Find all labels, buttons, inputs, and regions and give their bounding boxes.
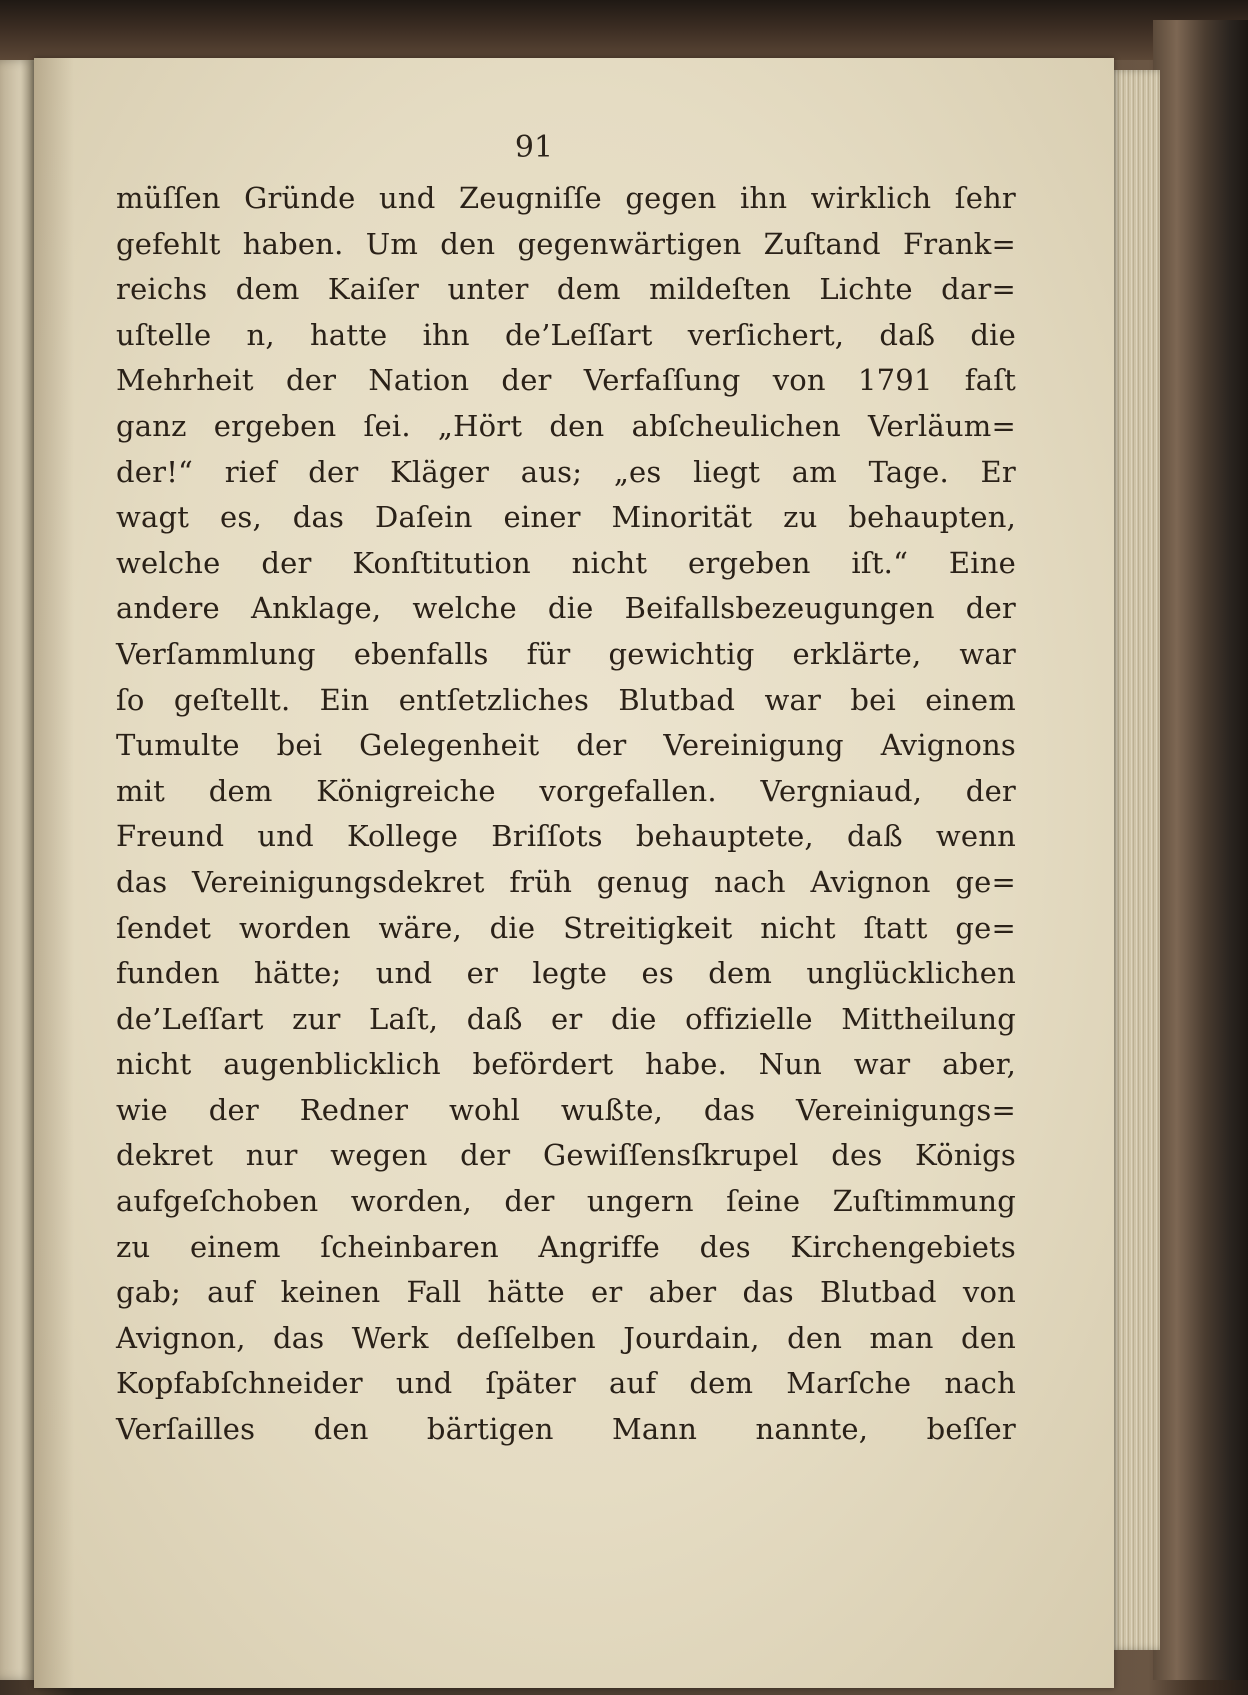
text-line: dekret nur wegen der Gewiſſensſkrupel des Königs bbox=[116, 1138, 1016, 1173]
text-line: funden hätte; und er legte es dem unglücklichen bbox=[116, 956, 1016, 991]
text-line: Freund und Kollege Briſſots behauptete, daß wenn bbox=[116, 819, 1016, 854]
book-cover-top-edge bbox=[0, 0, 1248, 60]
text-line: aufgeſchoben worden, der ungern ſeine Zuſtimmung bbox=[116, 1184, 1016, 1219]
text-line: uſtelle n, hatte ihn de’Leſſart verſichert, daß die bbox=[116, 317, 1016, 352]
text-line: Kopfabſchneider und ſpäter auf dem Marſche nach bbox=[116, 1366, 1016, 1401]
text-line: wagt es, das Daſein einer Minorität zu behaupten, bbox=[116, 500, 1016, 535]
text-line: Tumulte bei Gelegenheit der Vereinigung Avignons bbox=[116, 728, 1016, 763]
text-line: ſendet worden wäre, die Streitigkeit nicht ſtatt ge= bbox=[116, 910, 1016, 945]
text-line: Verſammlung ebenfalls für gewichtig erklärte, war bbox=[116, 636, 1016, 671]
text-line: das Vereinigungsdekret früh genug nach Avignon ge= bbox=[116, 864, 1016, 899]
text-line: Verſailles den bärtigen Mann nannte, beſſer bbox=[116, 1412, 1016, 1447]
text-line: Avignon, das Werk deſſelben Jourdain, den man den bbox=[116, 1320, 1016, 1355]
page-number: 91 bbox=[514, 130, 554, 165]
text-line: zu einem ſcheinbaren Angriffe des Kirchengebiets bbox=[116, 1229, 1016, 1264]
text-line: ſo geſtellt. Ein entſetzliches Blutbad war bei einem bbox=[116, 682, 1016, 717]
book-page bbox=[34, 58, 1114, 1688]
page-stack-edges bbox=[1110, 70, 1160, 1650]
text-line: de’Leſſart zur Laſt, daß er die offizielle Mittheilung bbox=[116, 1001, 1016, 1036]
previous-page-sliver bbox=[0, 60, 34, 1680]
body-text bbox=[116, 176, 1016, 1453]
book-cover-right-edge bbox=[1153, 20, 1248, 1680]
text-line: ganz ergeben ſei. „Hört den abſcheulichen Verläum= bbox=[116, 408, 1016, 443]
text-line: gab; auf keinen Fall hätte er aber das Blutbad von bbox=[116, 1275, 1016, 1310]
text-line: mit dem Königreiche vorgefallen. Vergniaud, der bbox=[116, 773, 1016, 808]
text-line: gefehlt haben. Um den gegenwärtigen Zuſtand Frank= bbox=[116, 226, 1016, 261]
text-line: reichs dem Kaiſer unter dem mildeſten Lichte dar= bbox=[116, 272, 1016, 307]
text-line: müſſen Gründe und Zeugniſſe gegen ihn wirklich ſehr bbox=[116, 181, 1016, 215]
text-line: nicht augenblicklich befördert habe. Nun war aber, bbox=[116, 1047, 1016, 1082]
text-line: andere Anklage, welche die Beifallsbezeugungen der bbox=[116, 591, 1016, 626]
text-line: welche der Konſtitution nicht ergeben iſt.“ Eine bbox=[116, 545, 1016, 580]
text-line: Mehrheit der Nation der Verfaſſung von 1791 faſt bbox=[116, 363, 1016, 398]
text-line: der!“ rief der Kläger aus; „es liegt am Tage. Er bbox=[116, 454, 1016, 489]
text-line: wie der Redner wohl wußte, das Vereinigungs= bbox=[116, 1092, 1016, 1127]
